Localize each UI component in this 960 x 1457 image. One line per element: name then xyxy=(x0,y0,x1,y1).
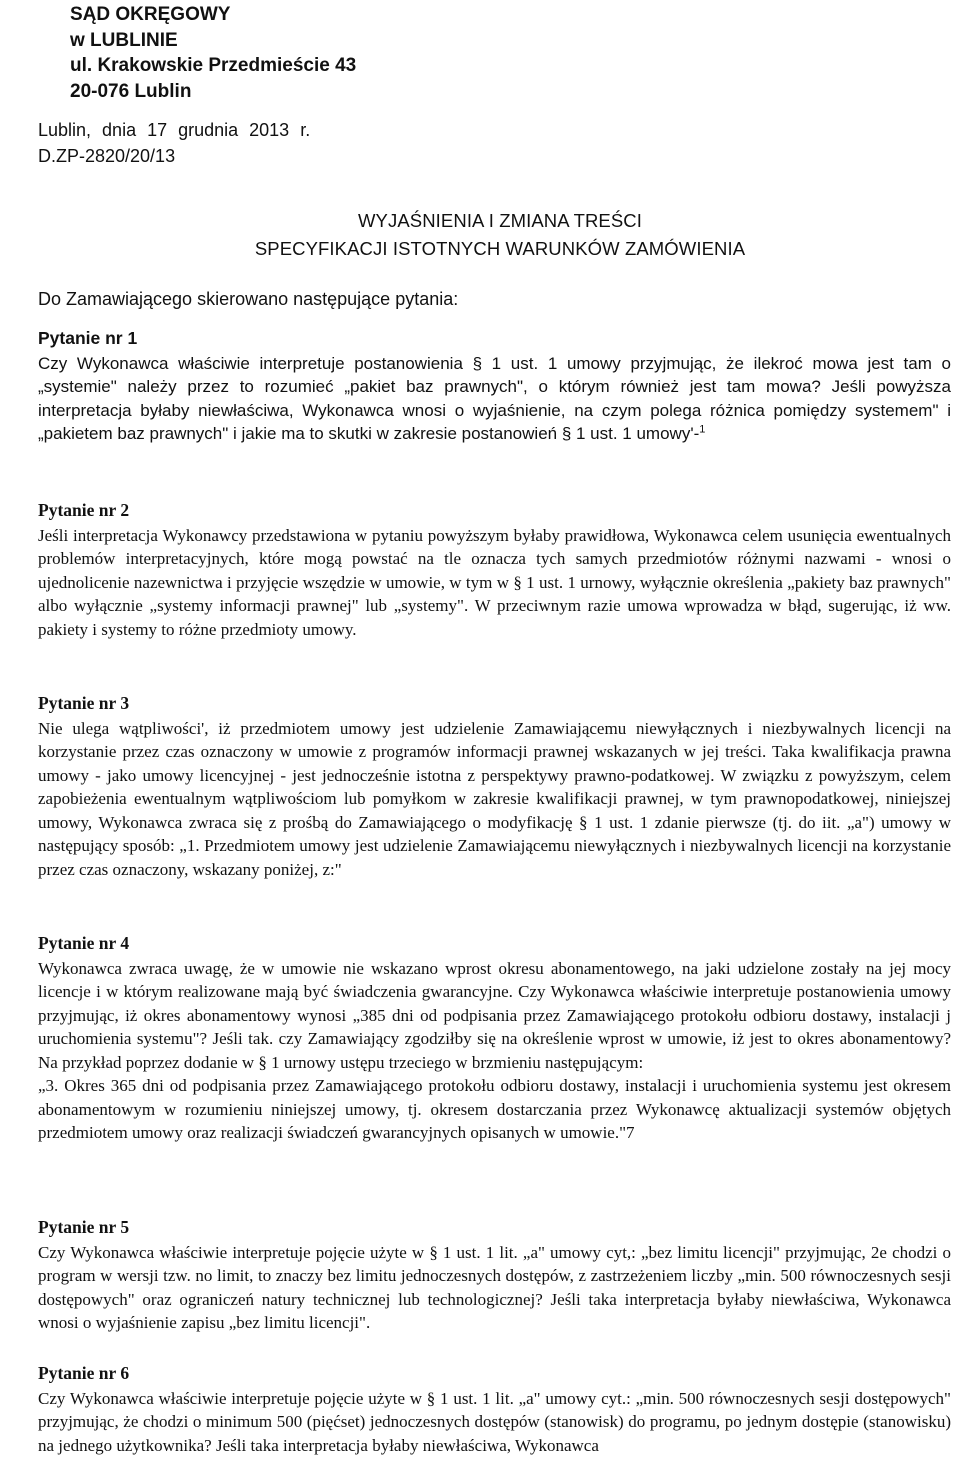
question-heading: Pytanie nr 2 xyxy=(38,499,951,523)
court-header xyxy=(70,2,356,104)
question-text: Jeśli interpretacja Wykonawcy przedstawiona w pytaniu powyższym byłaby prawidłowa, Wykonawca celem usunięcia ewentualnych problemów interpretacyjnych, które mogą powstać na tle oznacza tych samych przedmiotów różnymi nazwami - wnosi o ujednolicenie nazewnictwa i przyjęcie wszędzie w umowie, w tym w § 1 ust. 1 urnowy, wyłącznie określenia „pakiety baz prawnych" albo wyłącznie „systemy informacji prawnej" lub „systemy". W przeciwnym razie umowa wprowadza w błąd, sugerując, iż ww. pakiety i systemy to różne przedmioty umowy. xyxy=(38,524,951,642)
court-address: ul. Krakowskie Przedmieście 43 xyxy=(70,53,356,79)
footnote-marker: 1 xyxy=(699,423,705,435)
court-name: SĄD OKRĘGOWY xyxy=(70,2,356,28)
question-heading: Pytanie nr 6 xyxy=(38,1362,951,1386)
reference-number: D.ZP-2820/20/13 xyxy=(38,146,175,167)
document-title-line2: SPECYFIKACJI ISTOTNYCH WARUNKÓW ZAMÓWIENIA xyxy=(0,238,960,260)
question-heading: Pytanie nr 3 xyxy=(38,692,951,716)
question-heading: Pytanie nr 4 xyxy=(38,932,951,956)
question-text: Czy Wykonawca właściwie interpretuje pojęcie użyte w § 1 ust. 1 lit. „a" umowy cyt.: „min. 500 równoczesnych sesji dostępowych" przyjmując, że chodzi o minimum 500 (pięćset) jednoczesnych dostępów (stanowisk) do programu, po jednym dostępie (stanowisku) na jednego użytkownika? Jeśli taka interpretacja byłaby niewłaściwa, Wykonawca xyxy=(38,1387,951,1457)
document-date: Lublin, dnia 17 grudnia 2013 r. xyxy=(38,120,310,141)
document-title-line1: WYJAŚNIENIA I ZMIANA TREŚCI xyxy=(0,210,960,232)
intro-text: Do Zamawiającego skierowano następujące pytania: xyxy=(38,289,458,310)
question-quoted-clause: „3. Okres 365 dni od podpisania przez Zamawiającego protokołu odbioru dostawy, instalacji i uruchomienia systemu jest okresem abonamentowym w rozumieniu niniejszej umowy, tj. okresem dostarczania przez Wykonawcę aktualizacji systemów objętych przedmiotem umowy oraz realizacji świadczeń gwarancyjnych opisanych w umowie."7 xyxy=(38,1074,951,1145)
question-text: Czy Wykonawca właściwie interpretuje pojęcie użyte w § 1 ust. 1 lit. „a" umowy cyt,: „bez limitu licencji" przyjmując, 2e chodzi o program w wersji tzw. no limit, to znaczy bez limitu jednoczesnych dostępów, z zastrzeżeniem liczby „min. 500 równoczesnych sesji dostępowych" oraz ograniczeń natury technicznej lub technologicznej? Jeśli taka interpretacja byłaby niewłaściwa, Wykonawca wnosi o wyjaśnienie zapisu „bez limitu licencji". xyxy=(38,1241,951,1335)
question-5 xyxy=(38,1216,951,1335)
question-6 xyxy=(38,1362,951,1457)
question-text xyxy=(38,352,951,446)
question-text: Nie ulega wątpliwości', iż przedmiotem umowy jest udzielenie Zamawiającemu niewyłącznych i niezbywalnych licencji na korzystanie przez czas oznaczony w umowie z programów informacji prawnej wskazanych w jej treści. Taka kwalifikacja prawna umowy - jako umowy licencyjnej - jest jednocześnie istotna z perspektywy prawno-podatkowej. W związku z powyższym, celem zapobieżenia ewentualnym wątpliwościom lub pomyłkom w zakresie kwalifikacji prawnej, w tym prawnopodatkowej, niniejszej umowy, Wykonawca zwraca się z prośbą do Zamawiającego o modyfikację § 1 ust. 1 zdanie pierwsze (tj. do iit. „a") umowy w następujący sposób: „1. Przedmiotem umowy jest udzielenie Zamawiającemu niewyłącznych i niezbywalnych licencji na korzystanie przez czas oznaczony, wskazany poniżej, z:" xyxy=(38,717,951,882)
question-text: Wykonawca zwraca uwagę, że w umowie nie wskazano wprost okresu abonamentowego, na jaki udzielone zostały na jej mocy licencje i w którym realizowane mają być świadczenia gwarancyjne. Czy Wykonawca właściwie interpretuje postanowienia umowy przyjmując, iż okres abonamentowy wynosi „385 dni od podpisania przez Zamawiającego protokołu odbioru dostawy, instalacji j uruchomienia systemu"? Jeśli tak. czy Zamawiający zgodziłby się na określenie wprost w umowie, iż jest to okres abonamentowy? Na przykład poprzez dodanie w § 1 urnowy ustępu trzeciego w brzmieniu następującym: xyxy=(38,957,951,1075)
court-postal-code: 20-076 Lublin xyxy=(70,79,356,105)
question-heading: Pytanie nr 5 xyxy=(38,1216,951,1240)
court-city: w LUBLINIE xyxy=(70,28,356,54)
question-4 xyxy=(38,932,951,1145)
question-3 xyxy=(38,692,951,881)
question-2 xyxy=(38,499,951,641)
question-body: Czy Wykonawca właściwie interpretuje postanowienia § 1 ust. 1 umowy przyjmując, że ilekroć mowa jest tam o „systemie" należy przez to rozumieć „pakiet baz prawnych", o którym również jest tam mowa? Jeśli powyższa interpretacja byłaby niewłaściwa, Wykonawca wnosi o wyjaśnienie, na czym polega różnica pomiędzy systemem" i „pakietem baz prawnych" i jakie ma to skutki w zakresie postanowień § 1 ust. 1 umowy'- xyxy=(38,354,951,444)
question-heading: Pytanie nr 1 xyxy=(38,327,951,351)
question-1 xyxy=(38,327,951,446)
